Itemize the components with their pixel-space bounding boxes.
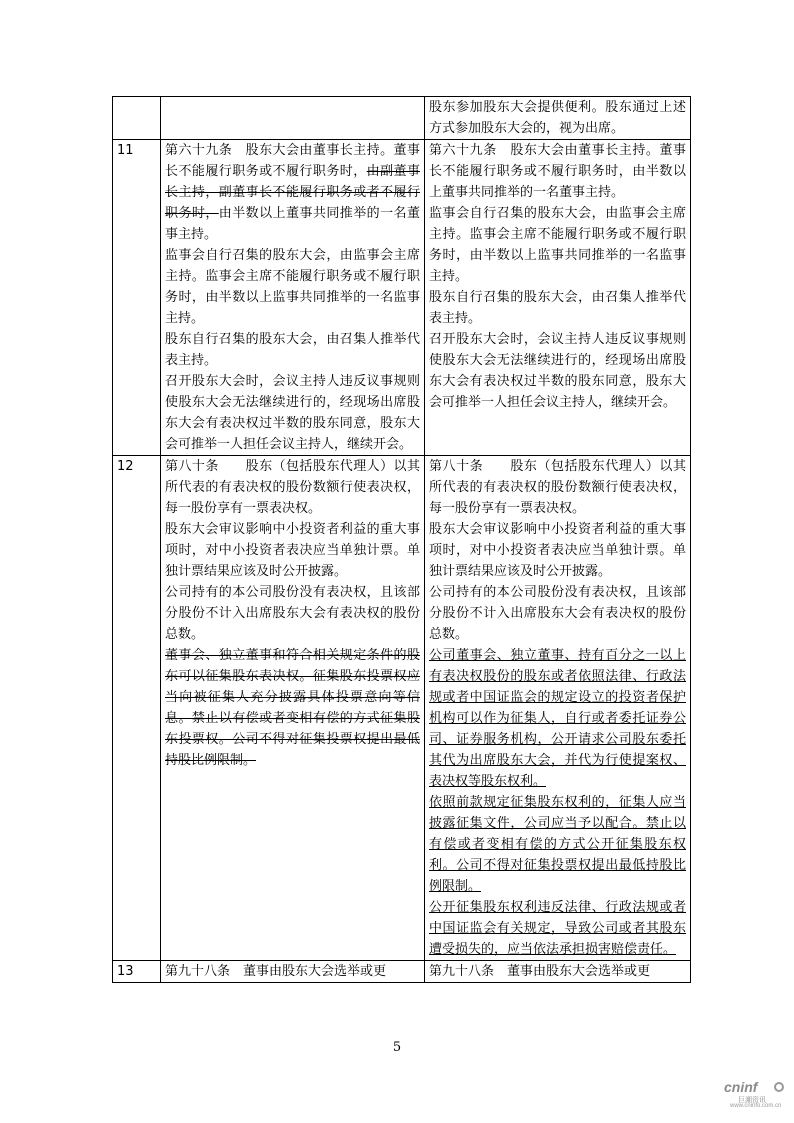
- revised-text-cell: [425, 961, 691, 983]
- original-text-cell: [161, 140, 425, 456]
- clause-text: 第八十条 股东（包括股东代理人）以其所代表的有表决权的股份数额行使表决权，每一股份享有一票表决权。: [429, 459, 686, 516]
- table-row: [113, 456, 691, 961]
- clause-paragraph: [429, 519, 686, 582]
- clause-text: 第六十九条 股东大会由董事长主持。董事长不能履行职务或不履行职务时，: [165, 143, 420, 179]
- clause-text: 公司持有的本公司股份没有表决权，且该部分股份不计入出席股东大会有表决权的股份总数。: [165, 585, 420, 642]
- clause-paragraph: [429, 582, 686, 645]
- clause-paragraph: [429, 645, 686, 792]
- clause-paragraph: [429, 792, 686, 897]
- table-row: [113, 97, 691, 140]
- clause-text: 召开股东大会时，会议主持人违反议事规则使股东大会无法继续进行的，经现场出席股东大会有表决权过半数的股东同意，股东大会可推举一人担任会议主持人，继续开会。: [165, 374, 420, 452]
- logo-chinese-name: 巨潮资讯: [738, 1096, 766, 1104]
- row-number: 11: [117, 143, 134, 158]
- clause-paragraph: [165, 519, 420, 582]
- clause-text: 股东大会审议影响中小投资者利益的重大事项时，对中小投资者表决应当单独计票。单独计票结果应该及时公开披露。: [165, 522, 420, 579]
- clause-text: 股东自行召集的股东大会，由召集人推举代表主持。: [165, 332, 420, 368]
- clause-text: 第八十条 股东（包括股东代理人）以其所代表的有表决权的股份数额行使表决权，每一股份享有一票表决权。: [165, 459, 420, 516]
- original-text-cell: [161, 456, 425, 961]
- row-number-cell: [113, 456, 161, 961]
- clause-paragraph: [429, 287, 686, 329]
- row-number-cell: [113, 140, 161, 456]
- revised-text-cell: [425, 140, 691, 456]
- revised-text-cell: [425, 456, 691, 961]
- row-number: 12: [117, 459, 134, 474]
- original-text-cell: [161, 97, 425, 140]
- clause-paragraph: [429, 97, 686, 139]
- amendment-comparison-table: [112, 96, 691, 983]
- logo-url: www.cninfo.com.cn: [730, 1103, 782, 1109]
- table-row: [113, 961, 691, 983]
- clause-paragraph: [429, 961, 686, 982]
- revised-text-cell: [425, 97, 691, 140]
- clause-text: 第九十八条 董事由股东大会选举或更: [165, 964, 387, 979]
- clause-paragraph: [429, 897, 686, 960]
- clause-text: 由半数以上董事共同推举的一名董事主持。: [165, 206, 420, 242]
- clause-paragraph: [429, 140, 686, 203]
- original-text-cell: [161, 961, 425, 983]
- row-number-cell: [113, 961, 161, 983]
- clause-paragraph: [165, 456, 420, 519]
- row-number-cell: [113, 97, 161, 140]
- clause-paragraph: [429, 456, 686, 519]
- table-row: [113, 140, 691, 456]
- clause-paragraph: [429, 329, 686, 413]
- logo-wordmark: cninf: [724, 1079, 758, 1095]
- clause-paragraph: [165, 245, 420, 329]
- clause-paragraph: [165, 961, 420, 982]
- clause-paragraph: [165, 582, 420, 645]
- cninfo-logo: [724, 1079, 788, 1111]
- clause-paragraph: [165, 140, 420, 245]
- clause-text: 监事会自行召集的股东大会，由监事会主席主持。监事会主席不能履行职务或不履行职务时，由半数以上监事共同推举的一名监事主持。: [429, 206, 686, 284]
- clause-text: 第六十九条 股东大会由董事长主持。董事长不能履行职务或不履行职务时，由半数以上董事共同推举的一名董事主持。: [429, 143, 686, 200]
- clause-text: 第九十八条 董事由股东大会选举或更: [429, 964, 651, 979]
- clause-paragraph: [429, 203, 686, 287]
- row-number: 13: [117, 964, 134, 979]
- deleted-text: 由副董事长主持，副董事长不能履行职务或者不履行职务时，: [165, 164, 420, 221]
- table-body: [113, 97, 691, 983]
- clause-paragraph: [165, 371, 420, 455]
- clause-text: 股东大会审议影响中小投资者利益的重大事项时，对中小投资者表决应当单独计票。单独计票结果应该及时公开披露。: [429, 522, 686, 579]
- deleted-text: 董事会、独立董事和符合相关规定条件的股东可以征集股东表决权。征集股东投票权应当向被征集人充分披露具体投票意向等信息。禁止以有偿或者变相有偿的方式征集股东投票权。公司不得对征集投票权提出最低持股比例限制。: [165, 648, 420, 768]
- clause-paragraph: [165, 329, 420, 371]
- clause-text: 股东自行召集的股东大会，由召集人推举代表主持。: [429, 290, 686, 326]
- page-number: 5: [392, 1040, 402, 1055]
- logo-circle-icon: [774, 1082, 784, 1092]
- clause-text: 召开股东大会时，会议主持人违反议事规则使股东大会无法继续进行的，经现场出席股东大会有表决权过半数的股东同意，股东大会可推举一人担任会议主持人，继续开会。: [429, 332, 686, 410]
- inserted-text: 公司董事会、独立董事、持有百分之一以上有表决权股份的股东或者依照法律、行政法规或者中国证监会的规定设立的投资者保护机构可以作为征集人，自行或者委托证券公司、证券服务机构，公开请求公司股东委托其代为出席股东大会，并代为行使提案权、表决权等股东权利。: [429, 648, 686, 789]
- clause-paragraph: [165, 645, 420, 771]
- clause-text: 股东参加股东大会提供便利。股东通过上述方式参加股东大会的，视为出席。: [429, 100, 686, 136]
- clause-text: 公司持有的本公司股份没有表决权，且该部分股份不计入出席股东大会有表决权的股份总数。: [429, 585, 686, 642]
- clause-text: 监事会自行召集的股东大会，由监事会主席主持。监事会主席不能履行职务或不履行职务时，由半数以上监事共同推举的一名监事主持。: [165, 248, 420, 326]
- inserted-text: 公开征集股东权利违反法律、行政法规或者中国证监会有关规定，导致公司或者其股东遭受损失的，应当依法承担损害赔偿责任。: [429, 900, 686, 957]
- inserted-text: 依照前款规定征集股东权利的，征集人应当披露征集文件，公司应当予以配合。禁止以有偿或者变相有偿的方式公开征集股东权利。公司不得对征集投票权提出最低持股比例限制。: [429, 795, 686, 894]
